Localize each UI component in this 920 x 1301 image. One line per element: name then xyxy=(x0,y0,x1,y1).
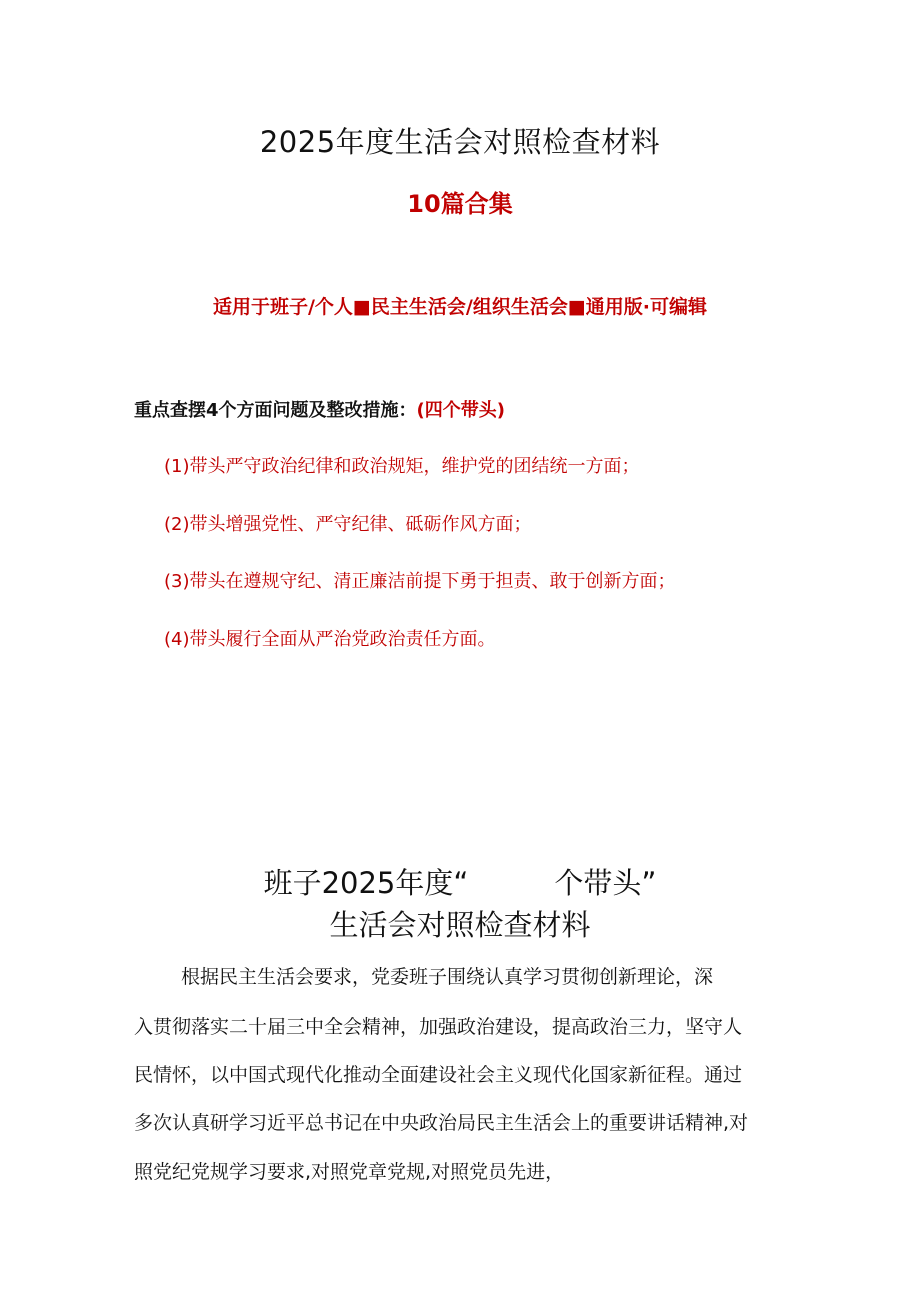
cover-subtitle: 10篇合集 xyxy=(407,190,513,218)
cover-title: 2025年度生活会对照检查材料 xyxy=(259,125,661,159)
article-paragraph-line-2: 入贯彻落实二十届三中全会精神，加强政治建设，提高政治三力，坚守人 xyxy=(134,1016,743,1038)
focus-item-3: (3)带头在遵规守纪、清正廉洁前提下勇于担责、敢于创新方面； xyxy=(164,571,676,592)
focus-item-4: (4)带头履行全面从严治党政治责任方面。 xyxy=(164,629,496,650)
article-paragraph-line-5: 照党纪党规学习要求,对照党章党规,对照党员先进， xyxy=(134,1161,565,1183)
article-title-part-1: 班子2025年度“ xyxy=(263,866,469,900)
focus-heading xyxy=(134,396,505,422)
article-title-line-2: 生活会对照检查材料 xyxy=(329,908,591,942)
cover-tagline: 适用于班子/个人■民主生活会/组织生活会■通用版·可编辑 xyxy=(212,296,707,318)
focus-item-1: (1)带头严守政治纪律和政治规矩，维护党的团结统一方面； xyxy=(164,456,640,477)
focus-item-2: (2)带头增强党性、严守纪律、砥砺作风方面； xyxy=(164,514,532,535)
article-paragraph-line-1: 根据民主生活会要求，党委班子围绕认真学习贯彻创新理论，深 xyxy=(181,966,714,988)
article-paragraph-line-4: 多次认真研学习近平总书记在中央政治局民主生活会上的重要讲话精神,对 xyxy=(134,1112,749,1134)
article-paragraph-line-3: 民情怀，以中国式现代化推动全面建设社会主义现代化国家新征程。通过 xyxy=(134,1064,743,1086)
focus-highlight: (四个带头) xyxy=(416,400,505,421)
focus-label: 重点查摆4个方面问题及整改措施： xyxy=(134,400,417,421)
article-title-part-2: 个带头” xyxy=(554,866,657,900)
article-title-line-1 xyxy=(0,861,920,902)
